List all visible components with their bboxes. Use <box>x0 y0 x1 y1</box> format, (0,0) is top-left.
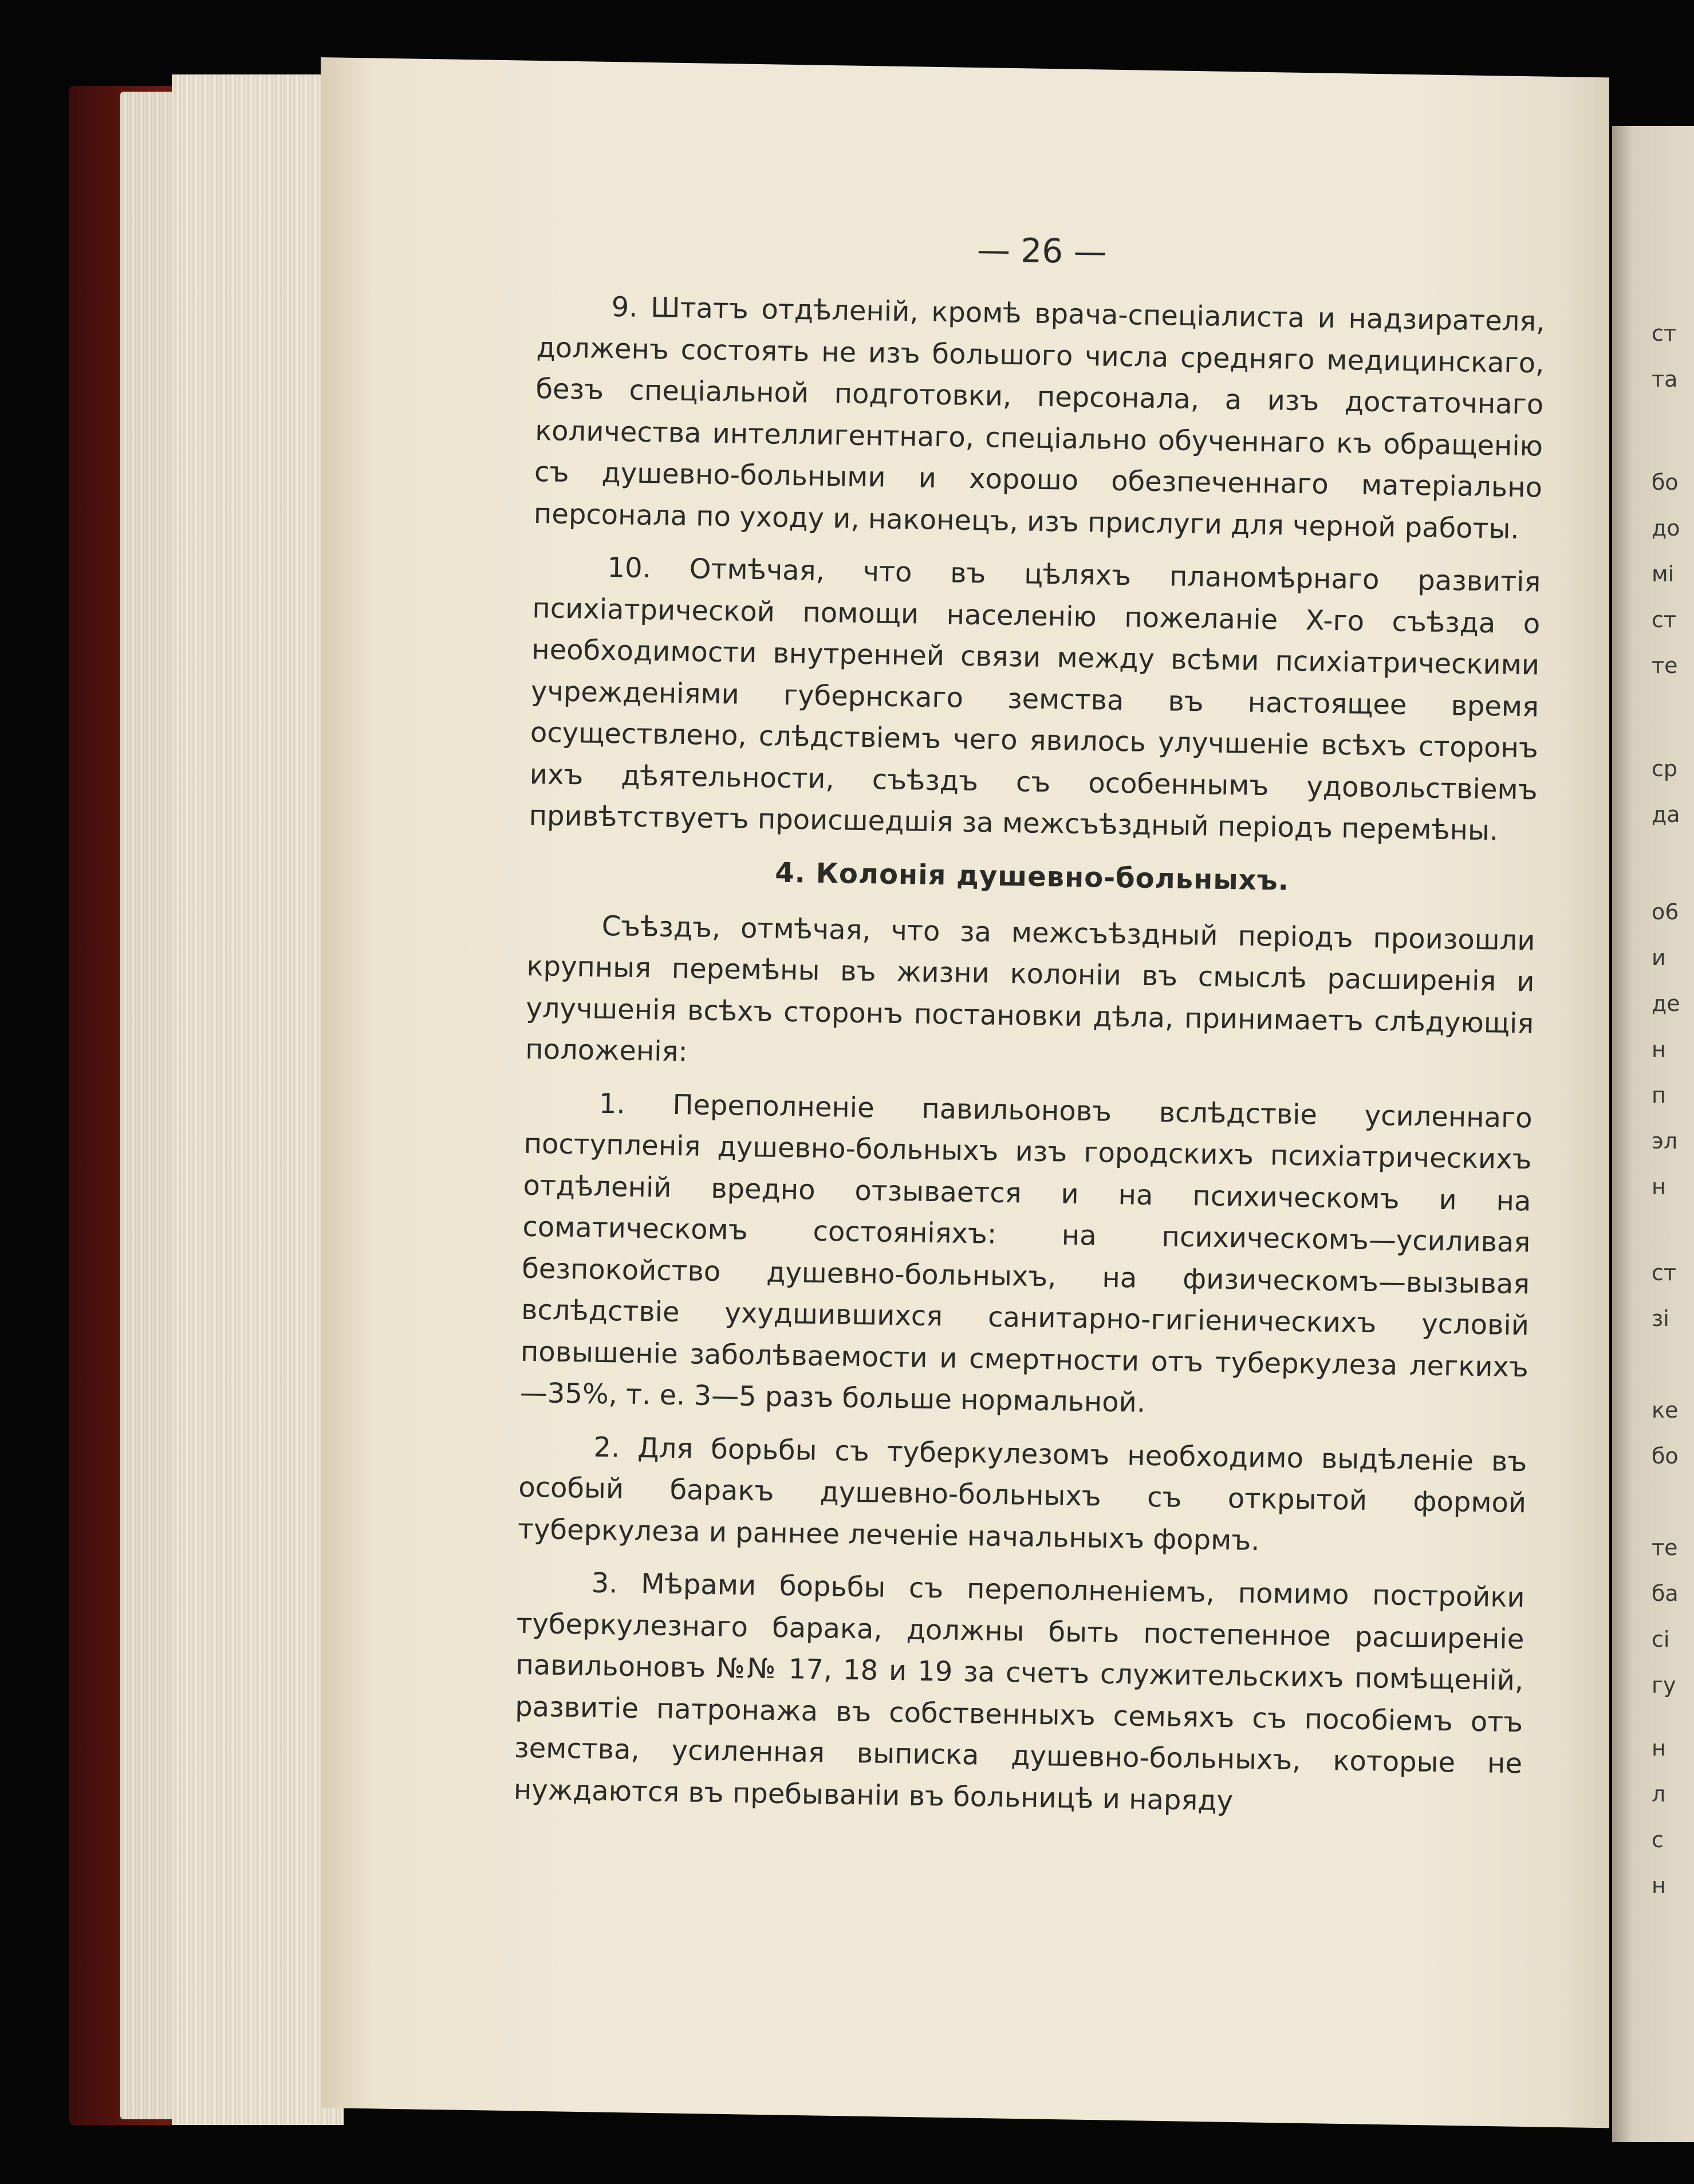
fragment: с <box>1652 1827 1664 1852</box>
fragment: н <box>1652 1736 1666 1761</box>
fragment: и <box>1652 945 1666 970</box>
fragment: н <box>1652 1174 1666 1199</box>
paragraph-3: 3. Мѣрами борьбы съ переполненіемъ, помимо постройки туберкулезнаго барака, должны быть постепенное расширеніе павильоновъ №№ 17, 18 и 19 за счетъ служительскихъ помѣщеній, развитіе патронажа въ собственныхъ семьяхъ съ пособіемъ отъ земства, усиленная выписка душевно-больныхъ, которые не нуждаются въ пребываніи въ больницѣ и наряду <box>513 1567 1525 1817</box>
fragment: гу <box>1652 1673 1676 1698</box>
paragraph-10: 10. Отмѣчая, что въ цѣляхъ планомѣрнаго развитія психіатрической помощи населенію пожеланіе X-го съѣзда о необходимости внутренней связи между всѣми психіатрическими учрежденіями губернскаго земства въ настоящее время осуществлено, слѣдствіемъ чего явилось улучшеніе всѣхъ сторонъ ихъ дѣятельности, съѣздъ съ особеннымъ удовольствіемъ привѣтствуетъ происшедшія за межсъѣздный періодъ перемѣны. <box>529 551 1541 847</box>
fragment: бо <box>1652 470 1679 495</box>
paragraph-intro: Съѣздъ, отмѣчая, что за межсъѣздный періодъ произошли крупныя перемѣны въ жизни колоніи въ смыслѣ расширенія и улучшенія всѣхъ сторонъ постановки дѣла, принимаетъ слѣдующія положенія: <box>525 910 1535 1068</box>
fragment: бо <box>1652 1443 1679 1469</box>
fragment: ке <box>1652 1398 1679 1423</box>
page-text <box>510 223 1546 2014</box>
fragment: н <box>1652 1873 1666 1898</box>
fragment: ба <box>1652 1581 1679 1606</box>
fragment: ст <box>1652 1260 1677 1285</box>
page-stack-edges-inner <box>172 74 344 2125</box>
fragment: ср <box>1652 756 1678 781</box>
fragment: те <box>1652 653 1678 678</box>
fragment: эл <box>1652 1128 1678 1154</box>
fragment: зі <box>1652 1306 1669 1331</box>
fragment: ст <box>1652 321 1677 346</box>
fragment: де <box>1652 991 1680 1016</box>
fragment: ст <box>1652 607 1677 632</box>
fragment: п <box>1652 1083 1666 1108</box>
fragment: до <box>1652 515 1680 541</box>
fragment: л <box>1652 1781 1666 1807</box>
facing-page-text <box>1649 321 1694 1925</box>
fragment: да <box>1652 802 1680 827</box>
fragment: о6 <box>1652 899 1679 924</box>
fragment: мі <box>1652 561 1675 587</box>
fragment: н <box>1652 1037 1666 1062</box>
page-number: — 26 — <box>976 230 1108 271</box>
fragment: сі <box>1652 1627 1670 1652</box>
fragment: та <box>1652 367 1678 392</box>
fragment: те <box>1652 1535 1678 1560</box>
section-title: 4. Колонія душевно-больныхъ. <box>774 856 1290 897</box>
paragraph-2: 2. Для борьбы съ туберкулезомъ необходимо выдѣленіе въ особый баракъ душевно-больныхъ съ открытой формой туберкулеза и раннее леченіе начальныхъ формъ. <box>517 1431 1527 1557</box>
paragraph-9: 9. Штатъ отдѣленій, кромѣ врача-спеціалиста и надзирателя, долженъ состоять не изъ большого числа средняго медицинскаго, безъ спеціальной подготовки, персонала, а изъ достаточнаго количества интеллигентнаго, спеціально обученнаго къ обращенію съ душевно-больными и хорошо обезпеченнаго матеріально персонала по уходу и, наконецъ, изъ прислуги для черной работы. <box>533 291 1545 545</box>
paragraph-1: 1. Переполненіе павильоновъ вслѣдствіе усиленнаго поступленія душевно-больныхъ изъ городскихъ психіатрическихъ отдѣленій вредно отзывается и на психическомъ и на соматическомъ состояніяхъ: на психическомъ—усиливая безпокойство душевно-больныхъ, на физическомъ—вызывая вслѣдствіе ухудшившихся санитарно-гигіеническихъ условій повышеніе заболѣваемости и смертности отъ туберкулеза легкихъ—35%, т. е. 3—5 разъ больше нормальной. <box>519 1087 1533 1419</box>
